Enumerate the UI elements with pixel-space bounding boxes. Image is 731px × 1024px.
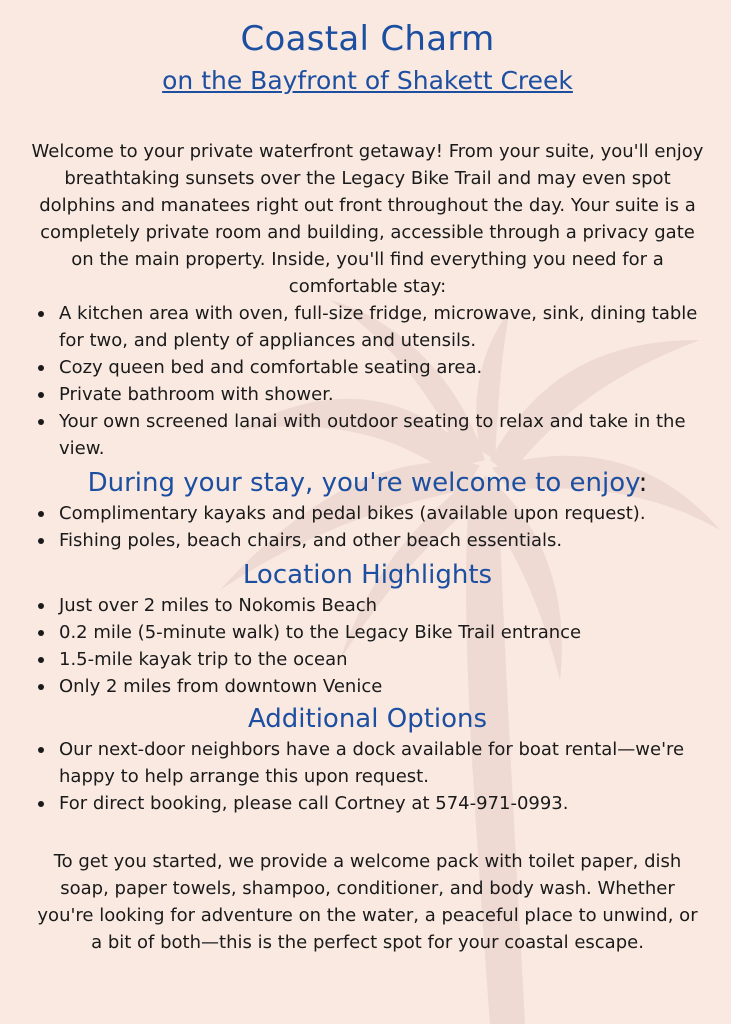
options-heading: Additional Options bbox=[247, 704, 488, 734]
list-item: Private bathroom with shower. bbox=[59, 381, 705, 408]
list-item: For direct booking, please call Cortney at 574-971-0993. bbox=[59, 790, 705, 817]
list-item: Cozy queen bed and comfortable seating area. bbox=[59, 354, 705, 381]
options-list bbox=[30, 736, 705, 817]
list-item: Just over 2 miles to Nokomis Beach bbox=[59, 592, 705, 619]
list-item: Our next-door neighbors have a dock available for boat rental—we're happy to help arrange this upon request. bbox=[59, 736, 705, 790]
stay-heading-colon: : bbox=[638, 468, 648, 498]
list-item: Complimentary kayaks and pedal bikes (available upon request). bbox=[59, 500, 705, 527]
list-item: Fishing poles, beach chairs, and other beach essentials. bbox=[59, 527, 705, 554]
list-item: Your own screened lanai with outdoor seating to relax and take in the view. bbox=[59, 408, 705, 462]
list-item: A kitchen area with oven, full-size fridge, microwave, sink, dining table for two, and plenty of appliances and utensils. bbox=[59, 300, 705, 354]
location-heading: Location Highlights bbox=[242, 560, 493, 590]
list-item: Only 2 miles from downtown Venice bbox=[59, 673, 705, 700]
page-title: Coastal Charm bbox=[240, 19, 495, 59]
closing-paragraph: To get you started, we provide a welcome pack with toilet paper, dish soap, paper towels, shampoo, conditioner, and body wash. Whether you're looking for adventure on the water, a peaceful place to unwind, or a bit of both—this is the perfect spot for your coastal escape. bbox=[37, 851, 698, 953]
page-subtitle: on the Bayfront of Shakett Creek bbox=[162, 66, 573, 95]
amenities-list bbox=[30, 300, 705, 462]
stay-heading-text: During your stay, you're welcome to enjoy bbox=[87, 468, 639, 498]
location-list bbox=[30, 592, 705, 700]
stay-heading bbox=[30, 466, 705, 500]
intro-paragraph: Welcome to your private waterfront getaway! From your suite, you'll enjoy breathtaking sunsets over the Legacy Bike Trail and may even spot dolphins and manatees right out front throughout the day. Your suite is a completely private room and building, accessible through a privacy gate on the main property. Inside, you'll find everything you need for a comfortable stay: bbox=[31, 141, 704, 297]
list-item: 0.2 mile (5-minute walk) to the Legacy Bike Trail entrance bbox=[59, 619, 705, 646]
stay-list bbox=[30, 500, 705, 554]
list-item: 1.5-mile kayak trip to the ocean bbox=[59, 646, 705, 673]
